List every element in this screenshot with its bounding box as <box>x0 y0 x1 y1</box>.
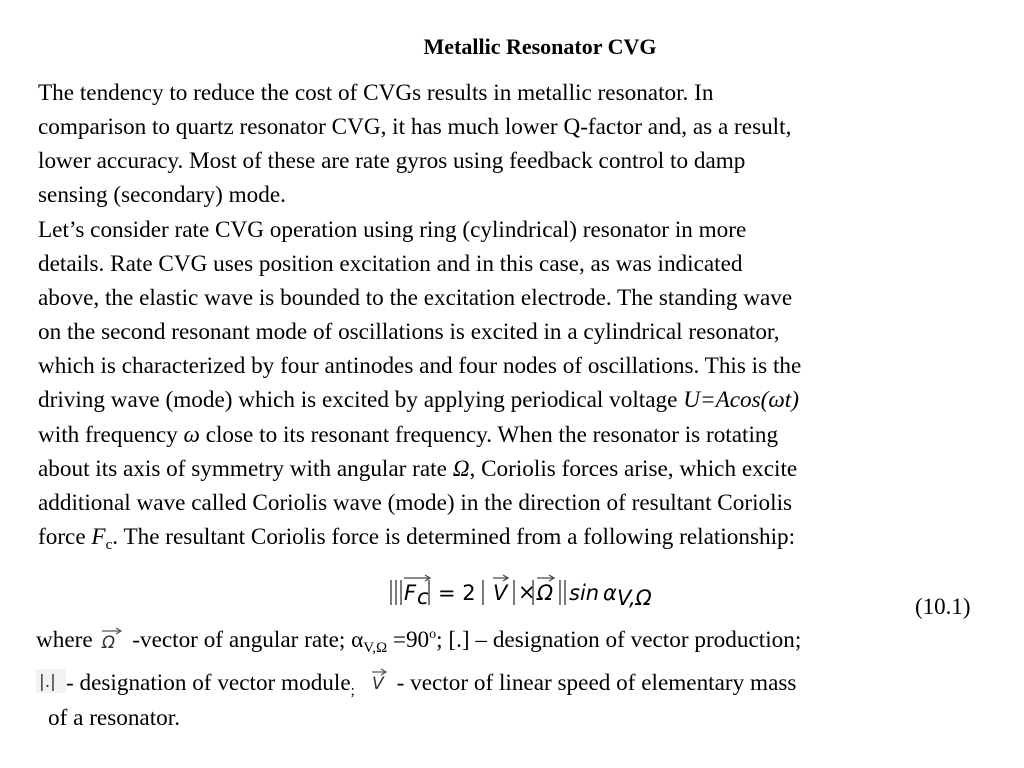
where-label: where <box>36 627 99 653</box>
text-line: details. Rate CVG uses position excitation and in this case, as was indicated <box>38 251 743 278</box>
text-fragment: . The resultant Coriolis force is determined from a following relationship: <box>112 523 796 550</box>
text-line: on the second resonant mode of oscillations is excited in a cylindrical resonator, <box>38 319 780 346</box>
formula-sin: sin <box>569 581 600 605</box>
module-bars-icon <box>36 668 66 694</box>
text-fragment: force <box>38 523 92 550</box>
text-fragment: about its axis of symmetry with angular rate <box>38 455 453 482</box>
text-line: sensing (secondary) mode. <box>38 182 286 209</box>
text-line: Let’s consider rate CVG operation using ring (cylindrical) resonator in more <box>38 217 747 243</box>
formula-F-sub: c <box>417 585 429 609</box>
formula-equals-two: = 2 <box>438 581 476 605</box>
formula-alpha-sub: V,Ω <box>617 586 652 610</box>
formula-cross: × <box>518 580 536 604</box>
formula-alpha: α <box>603 581 617 605</box>
alpha-symbol: α <box>351 627 364 653</box>
text-line <box>38 520 998 554</box>
text-fragment: driving wave (mode) which is excited by applying periodical voltage <box>38 387 684 414</box>
formula-Omega: Ω <box>537 581 554 605</box>
alpha-subscript: V,Ω <box>363 640 388 656</box>
coriolis-force-subscript: c <box>105 536 113 553</box>
formula-V: V <box>493 581 508 605</box>
velocity-vector-letter: V <box>371 674 384 694</box>
page-title: Metallic Resonator CVG <box>423 34 657 59</box>
text-fragment: ; <box>350 683 355 699</box>
text-line: The tendency to reduce the cost of CVGs results in metallic resonator. In <box>38 80 714 106</box>
text-line <box>38 452 998 486</box>
text-fragment: - designation of vector module <box>66 670 351 696</box>
text-fragment: , Coriolis forces arise, which excite <box>469 455 798 482</box>
text-fragment: =90 <box>387 627 430 653</box>
text-line <box>38 418 998 452</box>
text-line: above, the elastic wave is bounded to the excitation electrode. The standing wave <box>38 285 793 312</box>
coriolis-formula <box>387 572 667 612</box>
text-fragment: ; [.] – designation of vector production; <box>436 627 802 653</box>
formula-F: F <box>404 581 417 605</box>
degree-superscript: o <box>429 627 437 642</box>
omega-vector-icon <box>98 627 126 651</box>
module-line <box>36 668 796 698</box>
paragraph-rate-cvg <box>38 213 998 554</box>
where-line <box>36 625 801 655</box>
mass-line: of a resonator. <box>48 705 180 731</box>
module-bars-text: |.| <box>39 672 56 692</box>
omega-symbol: ω <box>183 421 200 448</box>
voltage-formula: U=Acos(ωt) <box>683 387 799 414</box>
text-fragment: -vector of angular rate; <box>126 627 352 653</box>
paragraph-intro <box>38 76 998 212</box>
coriolis-force-symbol: F <box>91 523 106 550</box>
text-line: comparison to quartz resonator CVG, it has much lower Q-factor and, as a result, <box>38 114 792 141</box>
equation-number: (10.1) <box>915 594 971 619</box>
omega-vector-letter: Ω <box>102 633 116 651</box>
text-line: lower accuracy. Most of these are rate gyros using feedback control to damp <box>38 148 746 175</box>
text-line <box>38 383 998 417</box>
velocity-vector-icon <box>369 668 391 694</box>
text-fragment: close to its resonant frequency. When the resonator is rotating <box>199 421 779 448</box>
text-fragment: with frequency <box>38 421 184 448</box>
text-line: which is characterized by four antinodes and four nodes of oscillations. This is the <box>38 353 802 380</box>
text-line: additional wave called Coriolis wave (mode) in the direction of resultant Coriolis <box>38 489 793 516</box>
angular-rate-symbol: Ω <box>452 455 470 482</box>
text-fragment: - vector of linear speed of elementary mass <box>390 670 797 696</box>
